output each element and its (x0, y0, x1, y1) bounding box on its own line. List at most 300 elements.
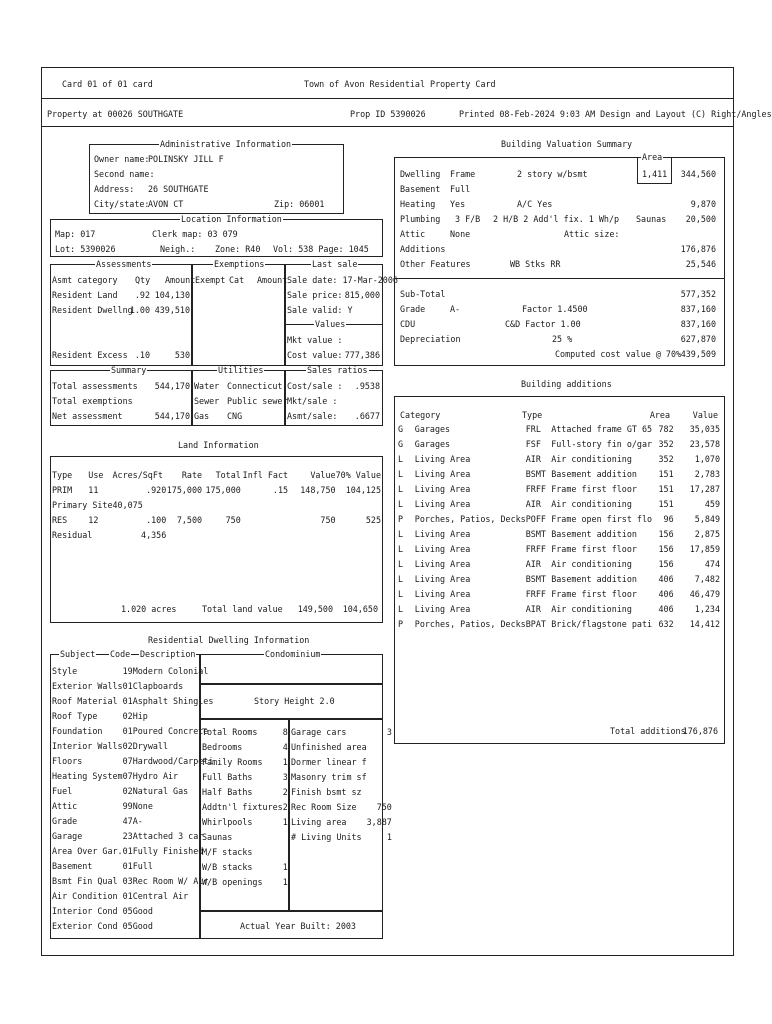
addition-value: 23,578 (689, 439, 720, 449)
asmt-header-category: Asmt category (52, 275, 118, 285)
room-row (202, 770, 288, 785)
sale-price: 815,000 (344, 290, 380, 300)
room-count: 3 (282, 772, 288, 782)
last-sale-title: Last sale (312, 259, 358, 269)
feature-row (291, 785, 392, 800)
val-other-b: WB Stks RR (510, 259, 561, 269)
addition-row (398, 572, 720, 587)
dwelling-subject: Attic (52, 801, 78, 811)
room-row (202, 875, 288, 890)
net-assessment-label: Net assessment (52, 411, 123, 421)
land-cell: 175,000 (166, 485, 203, 495)
mkt-value-label: Mkt value : (287, 335, 343, 345)
dwelling-subject: Interior Walls (52, 741, 123, 751)
room-label: Total Rooms (202, 727, 258, 737)
dwelling-subject: Area Over Gar. (52, 846, 123, 856)
land-col-type: Type (52, 470, 73, 480)
dwelling-description: Drywall (132, 741, 168, 751)
dwelling-header-subject: Subject (60, 649, 96, 659)
addition-row (398, 617, 720, 632)
feature-value (367, 770, 392, 785)
dwelling-code: 02 (122, 711, 133, 721)
sale-price-label: Sale price: (287, 290, 343, 300)
addition-value: 1,234 (694, 604, 720, 614)
map-number: Map: 017 (55, 229, 96, 239)
dwelling-description: Attached 3 car (132, 831, 204, 841)
address-label: Address: (94, 184, 135, 194)
addition-area: 632 (658, 619, 674, 629)
room-label: W/B stacks (202, 862, 253, 872)
val-heating-a: Yes (450, 199, 466, 209)
room-count: 2 (282, 787, 288, 797)
feature-label: Garage cars (291, 727, 347, 737)
val-attic-label: Attic (400, 229, 426, 239)
land-col-acres: Acres/SqFt (112, 470, 163, 480)
addition-description: Air conditioning (551, 604, 632, 614)
addition-row (398, 422, 720, 437)
neighborhood: Neigh.: (160, 244, 196, 254)
land-row (52, 513, 381, 528)
card-number: Card 01 of 01 card (62, 79, 153, 89)
cdu-total: 837,160 (680, 319, 716, 329)
addition-value: 474 (704, 559, 720, 569)
room-row (202, 845, 288, 860)
exempt-header-cat: Cat (229, 275, 245, 285)
dwelling-row (52, 709, 199, 724)
dwelling-description: Hardwood/Carpeti (132, 756, 214, 766)
addition-category: Garages (414, 439, 451, 449)
addition-code: P (398, 619, 404, 629)
assessments-title: Assessments (96, 259, 152, 269)
addition-value: 459 (704, 499, 720, 509)
room-count: 4 (282, 742, 288, 752)
dwelling-code: 19 (122, 666, 133, 676)
addition-type: FRFF (525, 589, 546, 599)
val-dwelling-label: Dwelling (400, 169, 441, 179)
asmt-land-qty: .92 (134, 290, 150, 300)
land-cell: 7,500 (176, 515, 203, 525)
feature-value: 750 (376, 802, 392, 812)
land-cell (241, 513, 288, 528)
val-heating-value: 9,870 (690, 199, 716, 209)
addition-category: Living Area (414, 469, 471, 479)
addition-value: 5,849 (694, 514, 720, 524)
addition-category: Living Area (414, 484, 471, 494)
asmt-dwelling-amount: 439,510 (154, 305, 190, 315)
address-value: 26 SOUTHGATE (148, 184, 209, 194)
dwelling-description: Hip (132, 711, 148, 721)
dwelling-header-code: Code (110, 649, 131, 659)
land-col-infl: Infl Fact (242, 470, 289, 480)
area-value: 1,411 (642, 169, 668, 179)
addition-row (398, 497, 720, 512)
dwelling-row (52, 724, 199, 739)
asmt-land-category: Resident Land (52, 290, 118, 300)
city-label: City/state: (94, 199, 150, 209)
total-assessments-value: 544,170 (154, 381, 190, 391)
land-cell: 4,356 (141, 530, 167, 540)
val-additions-label: Additions (400, 244, 446, 254)
addition-value: 1,070 (694, 454, 720, 464)
dwelling-description: Asphalt Shingles (132, 696, 214, 706)
addition-code: L (398, 499, 404, 509)
addition-value: 14,412 (689, 619, 720, 629)
val-dwelling-value: 344,560 (680, 169, 716, 179)
land-cell: Primary Site (52, 500, 113, 510)
depreciation-total: 627,870 (680, 334, 716, 344)
val-additions-value: 176,876 (680, 244, 716, 254)
land-row (52, 498, 381, 513)
dwelling-description: None (132, 801, 153, 811)
addition-row (398, 512, 720, 527)
val-dwelling-a: Frame (450, 169, 476, 179)
area-label: Area (642, 152, 663, 162)
dwelling-code: 01 (122, 726, 133, 736)
addition-description: Frame first floor (551, 544, 637, 554)
dwelling-code: 07 (122, 771, 133, 781)
zone: Zone: R40 (215, 244, 261, 254)
addition-row (398, 542, 720, 557)
addition-code: L (398, 469, 404, 479)
room-count: 1 (282, 877, 288, 887)
val-attic-a: None (450, 229, 471, 239)
dwelling-description: Good (132, 906, 153, 916)
zip-value: Zip: 06001 (274, 199, 325, 209)
addition-area: 156 (658, 529, 674, 539)
net-assessment-value: 544,170 (154, 411, 190, 421)
addition-type: AIR (525, 604, 541, 614)
dwelling-description: Poured Concrete (132, 726, 209, 736)
dwelling-row (52, 919, 199, 934)
addition-value: 17,859 (689, 544, 720, 554)
val-other-value: 25,546 (685, 259, 716, 269)
values-title: Values (315, 319, 346, 329)
sale-valid: Sale valid: Y (287, 305, 353, 315)
valuation-divider (394, 278, 725, 279)
admin-title: Administrative Information (160, 139, 292, 149)
room-row (202, 785, 288, 800)
asmt-sale-label: Asmt/sale: (287, 411, 338, 421)
addition-type: AIR (525, 499, 541, 509)
utility-water-value: Connecticut (227, 381, 283, 391)
addition-type: POFF (525, 514, 546, 524)
grade-value: A- (450, 304, 461, 314)
room-label: M/F stacks (202, 847, 253, 857)
addition-description: Basement addition (551, 469, 637, 479)
addition-area: 406 (658, 574, 674, 584)
val-attic-b: Attic size: (564, 229, 620, 239)
addition-category: Living Area (414, 589, 471, 599)
feature-row (291, 815, 392, 830)
feature-label: Masonry trim sf (291, 772, 367, 782)
dwelling-subject: Grade (52, 816, 78, 826)
feature-label: Finish bsmt sz (291, 787, 362, 797)
land-cell: .920 (146, 485, 167, 495)
cdu-factor: C&D Factor 1.00 (505, 319, 581, 329)
addition-row (398, 437, 720, 452)
asmt-land-amount: 104,130 (154, 290, 190, 300)
land-cell: .15 (272, 485, 289, 495)
dwelling-row (52, 814, 199, 829)
dwelling-subject: Basement (52, 861, 93, 871)
dwelling-code: 23 (122, 831, 133, 841)
dwelling-code: 01 (122, 891, 133, 901)
dwelling-code: 99 (122, 801, 133, 811)
header-divider-2 (41, 126, 734, 127)
addition-value: 2,875 (694, 529, 720, 539)
addition-value: 7,482 (694, 574, 720, 584)
room-count (283, 830, 288, 845)
addition-description: Frame first floor (551, 589, 637, 599)
depreciation-pct: 25 % (552, 334, 573, 344)
feature-row (291, 740, 392, 755)
subtotal-label: Sub-Total (400, 289, 446, 299)
room-row (202, 740, 288, 755)
land-title: Land Information (178, 440, 259, 450)
addition-category: Living Area (414, 574, 471, 584)
utility-water-label: Water (194, 381, 220, 391)
property-address: Property at 00026 SOUTHGATE (47, 109, 184, 119)
dwelling-row (52, 769, 199, 784)
sale-date: Sale date: 17-Mar-2006 (287, 275, 398, 285)
addition-description: Air conditioning (551, 499, 632, 509)
room-label: W/B openings (202, 877, 263, 887)
room-count: 8 (282, 727, 288, 737)
room-label: Family Rooms (202, 757, 263, 767)
grade-label: Grade (400, 304, 426, 314)
room-count (283, 845, 288, 860)
location-title: Location Information (181, 214, 282, 224)
room-count: 1 (282, 817, 288, 827)
dwelling-code: 47 (122, 816, 133, 826)
addition-category: Living Area (414, 454, 471, 464)
feature-label: # Living Units (291, 832, 362, 842)
dwelling-row (52, 679, 199, 694)
val-plumbing-b: 2 H/B 2 Add'l fix. 1 Wh/p (493, 214, 620, 224)
addition-area: 151 (658, 469, 674, 479)
header-divider (41, 98, 734, 99)
land-col-use: Use (88, 470, 104, 480)
land-header-row (52, 468, 381, 483)
additions-header-category: Category (400, 410, 441, 420)
addition-type: FSF (525, 439, 541, 449)
feature-value (367, 785, 392, 800)
dwelling-code: 05 (122, 921, 133, 931)
printed-info: Printed 08-Feb-2024 9:03 AM Design and Layout (C) Right/Angles (459, 109, 772, 119)
addition-code: L (398, 589, 404, 599)
dwelling-code: 02 (122, 786, 133, 796)
dwelling-title: Residential Dwelling Information (148, 635, 310, 645)
year-built: Actual Year Built: 2003 (240, 921, 356, 931)
land-col-total: Total (215, 470, 241, 480)
dwelling-row (52, 664, 199, 679)
dwelling-subject: Air Condition (52, 891, 118, 901)
room-count: 1 (282, 862, 288, 872)
features-table (291, 725, 392, 845)
additions-header-area: Area (649, 410, 670, 420)
val-heating-label: Heating (400, 199, 436, 209)
asmt-excess-category: Resident Excess (52, 350, 128, 360)
cost-sale-label: Cost/sale : (287, 381, 343, 391)
land-cell: .100 (146, 515, 167, 525)
addition-area: 151 (658, 499, 674, 509)
dwelling-row (52, 859, 199, 874)
land-cell: 104,125 (345, 485, 381, 495)
prop-id: Prop ID 5390026 (350, 109, 426, 119)
asmt-sale-value: .6677 (354, 411, 380, 421)
val-basement-a: Full (450, 184, 471, 194)
addition-category: Garages (414, 424, 451, 434)
addition-row (398, 557, 720, 572)
land-cell: 148,750 (300, 485, 336, 495)
dwelling-description: Rec Room W/ Air (132, 876, 209, 886)
addition-value: 2,783 (694, 469, 720, 479)
land-col-70: 70% Value (335, 470, 381, 480)
land-total-acres: 1.020 acres (121, 604, 177, 614)
subtotal-value: 577,352 (680, 289, 716, 299)
addition-category: Living Area (414, 559, 471, 569)
addition-code: L (398, 544, 404, 554)
dwelling-subject: Heating System (52, 771, 123, 781)
feature-value: 3 (386, 727, 392, 737)
land-table (52, 468, 381, 543)
feature-row (291, 755, 392, 770)
dwelling-row (52, 829, 199, 844)
dwelling-description: Modern Colonial (132, 666, 209, 676)
addition-code: L (398, 529, 404, 539)
cost-value-label: Cost value: (287, 350, 343, 360)
feature-value (367, 740, 392, 755)
addition-row (398, 452, 720, 467)
dwelling-subject: Exterior Walls (52, 681, 123, 691)
dwelling-description: Full (132, 861, 153, 871)
addition-description: Frame open first flo (551, 514, 653, 524)
dwelling-row (52, 784, 199, 799)
dwelling-subject: Garage (52, 831, 83, 841)
owner-name: POLINSKY JILL F (148, 154, 224, 164)
feature-label: Rec Room Size (291, 802, 357, 812)
addition-code: L (398, 574, 404, 584)
dwelling-description: A- (132, 816, 143, 826)
depreciation-label: Depreciation (400, 334, 461, 344)
rooms-table (202, 725, 288, 890)
room-label: Addtn'l fixtures (202, 802, 283, 812)
asmt-header-qty: Qty (135, 275, 151, 285)
utility-gas-value: CNG (227, 411, 243, 421)
addition-area: 352 (658, 454, 674, 464)
dwelling-code: 01 (122, 846, 133, 856)
land-cell: Residual (52, 530, 93, 540)
dwelling-row (52, 874, 199, 889)
exempt-header-amount: Amount (257, 275, 288, 285)
dwelling-description: Good (132, 921, 153, 931)
grade-factor: Factor 1.4500 (522, 304, 588, 314)
dwelling-header-description: Description (140, 649, 196, 659)
dwelling-description: Central Air (132, 891, 189, 901)
valuation-title: Building Valuation Summary (501, 139, 633, 149)
cdu-label: CDU (400, 319, 416, 329)
feature-value (367, 755, 392, 770)
dwelling-row (52, 889, 199, 904)
card-title: Town of Avon Residential Property Card (304, 79, 496, 89)
addition-area: 406 (658, 604, 674, 614)
feature-label: Unfinished area (291, 742, 367, 752)
exemptions-title: Exemptions (214, 259, 265, 269)
feature-label: Living area (291, 817, 347, 827)
additions-header-value: Value (692, 410, 718, 420)
dwelling-row (52, 904, 199, 919)
addition-description: Frame first floor (551, 484, 637, 494)
additions-total-value: 176,876 (682, 726, 718, 736)
land-cell: 750 (320, 515, 336, 525)
clerk-map: Clerk map: 03 079 (152, 229, 238, 239)
dwelling-row (52, 739, 199, 754)
addition-row (398, 587, 720, 602)
land-cell: 11 (88, 485, 99, 495)
land-row (52, 483, 381, 498)
land-col-value: Value (310, 470, 336, 480)
addition-type: BSMT (525, 574, 546, 584)
addition-type: AIR (525, 454, 541, 464)
dwelling-description: Clapboards (132, 681, 184, 691)
asmt-header-amount: Amount (165, 275, 196, 285)
land-cell: 12 (88, 515, 99, 525)
addition-type: BSMT (525, 529, 546, 539)
addition-value: 17,287 (689, 484, 720, 494)
land-cell: RES (52, 515, 68, 525)
dwelling-subject: Exterior Cond (52, 921, 118, 931)
val-heating-b: A/C Yes (517, 199, 553, 209)
feature-value: 3,887 (366, 817, 392, 827)
utility-sewer-value: Public sewer (227, 396, 288, 406)
addition-category: Porches, Patios, Decks (414, 619, 526, 629)
addition-area: 156 (658, 559, 674, 569)
addition-description: Basement addition (551, 529, 637, 539)
land-cell: 175,000 (205, 485, 241, 495)
feature-row (291, 725, 392, 740)
city-value: AVON CT (148, 199, 184, 209)
dwelling-code: 05 (122, 906, 133, 916)
total-exemptions-label: Total exemptions (52, 396, 133, 406)
total-assessments-label: Total assessments (52, 381, 138, 391)
addition-description: Attached frame GT 65 (551, 424, 653, 434)
addition-description: Air conditioning (551, 454, 632, 464)
addition-value: 46,479 (689, 589, 720, 599)
addition-type: AIR (525, 559, 541, 569)
utilities-title: Utilities (218, 365, 264, 375)
room-row (202, 860, 288, 875)
val-plumbing-value: 20,500 (685, 214, 716, 224)
addition-type: FRFF (525, 484, 546, 494)
addition-type: FRL (525, 424, 541, 434)
volume-page: Vol: 538 Page: 1045 (273, 244, 369, 254)
dwelling-code: 07 (122, 756, 133, 766)
dwelling-code: 03 (122, 876, 133, 886)
addition-description: Basement addition (551, 574, 637, 584)
val-other-label: Other Features (400, 259, 471, 269)
addition-type: BSMT (525, 469, 546, 479)
feature-row (291, 830, 392, 845)
computed-cost-label: Computed cost value @ 70% (555, 349, 682, 359)
room-label: Saunas (202, 832, 233, 842)
room-row (202, 815, 288, 830)
asmt-dwelling-category: Resident Dwellng (52, 305, 133, 315)
asmt-dwelling-qty: 1.00 (129, 305, 150, 315)
room-label: Half Baths (202, 787, 253, 797)
dwelling-code: 01 (122, 681, 133, 691)
room-row (202, 800, 288, 815)
summary-title: Summary (111, 365, 147, 375)
